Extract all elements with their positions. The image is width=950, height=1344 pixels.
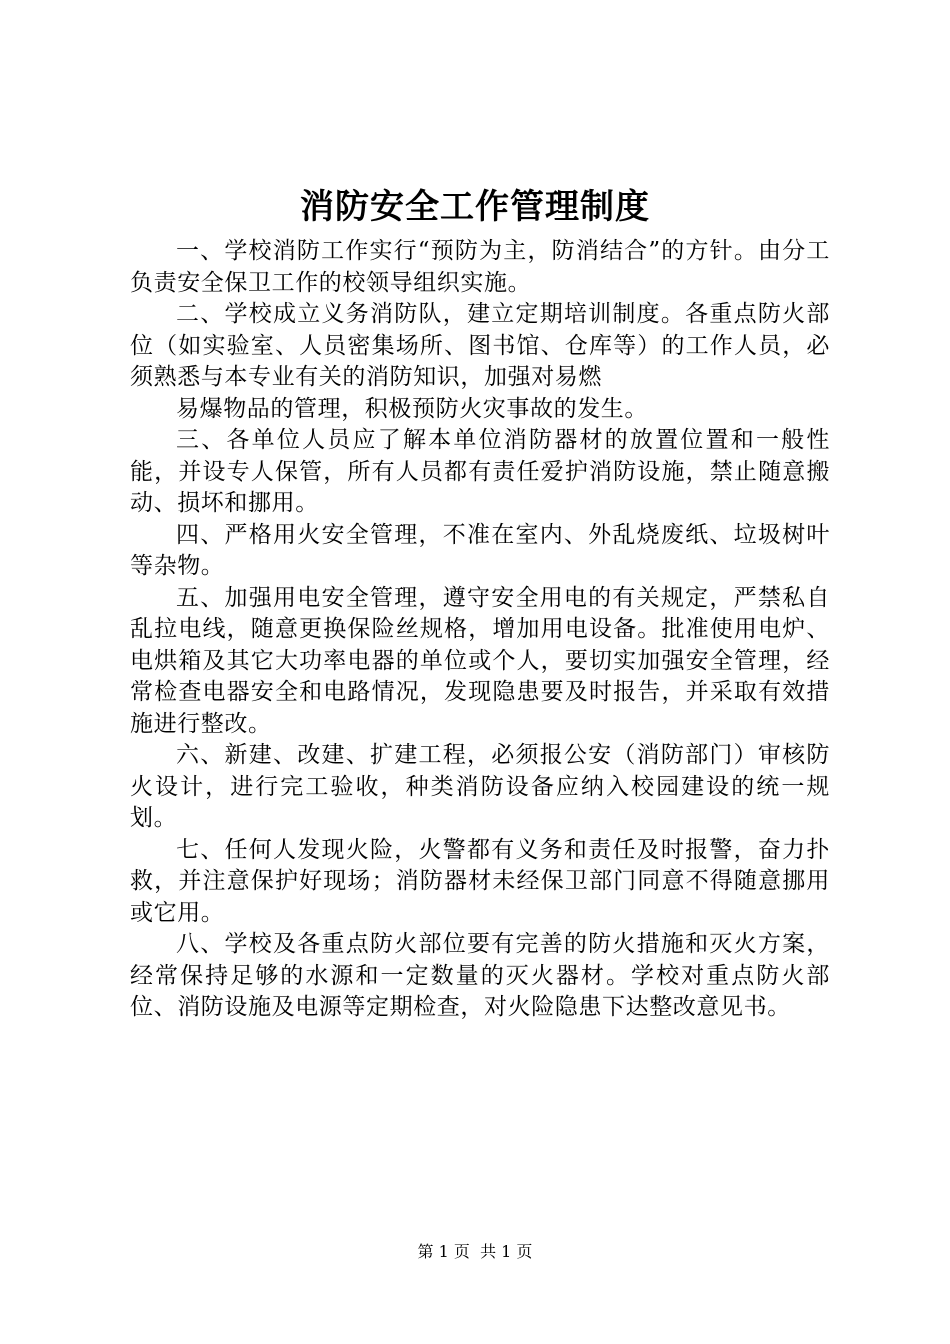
paragraph-5: 五、加强用电安全管理，遵守安全用电的有关规定，严禁私自乱拉电线，随意更换保险丝规格，增加用电设备。批准使用电炉、电烘箱及其它大功率电器的单位或个人，要切实加强安全管理，经常检查电器安全和电路情况，发现隐患要及时报告，并采取有效措施进行整改。 bbox=[130, 584, 830, 737]
paragraph-6: 六、新建、改建、扩建工程，必须报公安（消防部门）审核防火设计，进行完工验收，种类消防设备应纳入校园建设的统一规划。 bbox=[130, 742, 830, 831]
document-title: 消防安全工作管理制度 bbox=[300, 187, 650, 227]
document-body bbox=[130, 236, 830, 1024]
page-number-label: 第 1 页 共 1 页 bbox=[417, 1242, 533, 1261]
paragraph-7: 七、任何人发现火险，火警都有义务和责任及时报警，奋力扑救，并注意保护好现场；消防器材未经保卫部门同意不得随意挪用或它用。 bbox=[130, 836, 830, 926]
paragraph-8: 八、学校及各重点防火部位要有完善的防火措施和灭火方案，经常保持足够的水源和一定数量的灭火器材。学校对重点防火部位、消防设施及电源等定期检查，对火险隐患下达整改意见书。 bbox=[130, 931, 830, 1020]
page-footer bbox=[0, 1241, 950, 1263]
paragraph-1: 一、学校消防工作实行“预防为主，防消结合”的方针。由分工负责安全保卫工作的校领导组织实施。 bbox=[130, 238, 830, 296]
paragraph-3: 三、各单位人员应了解本单位消防器材的放置位置和一般性能，并设专人保管，所有人员都有责任爱护消防设施，禁止随意搬动、损坏和挪用。 bbox=[130, 427, 830, 516]
paragraph-2-continued: 易爆物品的管理，积极预防火灾事故的发生。 bbox=[176, 395, 648, 422]
paragraph-4: 四、严格用火安全管理，不准在室内、外乱烧废纸、垃圾树叶等杂物。 bbox=[130, 521, 830, 579]
paragraph-2: 二、学校成立义务消防队，建立定期培训制度。各重点防火部位（如实验室、人员密集场所、图书馆、仓库等）的工作人员，必须熟悉与本专业有关的消防知识，加强对易燃 bbox=[130, 301, 830, 390]
